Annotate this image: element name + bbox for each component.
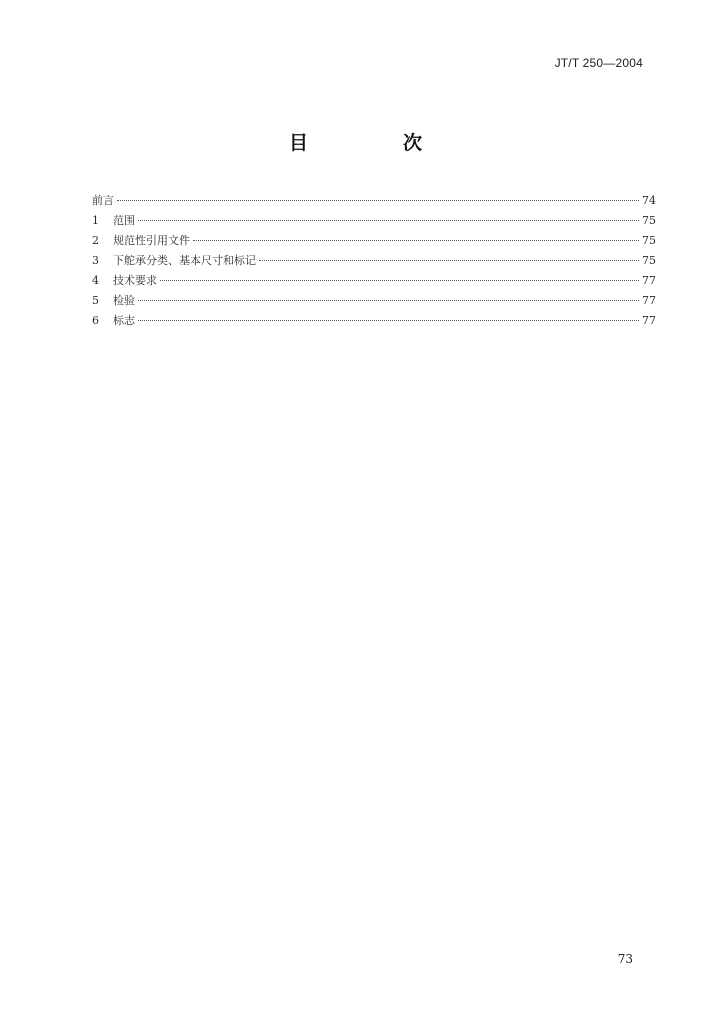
- toc-entry-page: 75: [642, 254, 656, 267]
- toc-entry-number: 1: [92, 214, 99, 227]
- toc-entry-label: 规范性引用文件: [113, 234, 190, 247]
- toc-entry-page: 75: [642, 214, 656, 227]
- toc-leader-dots: [117, 200, 639, 201]
- page-number: 73: [617, 952, 633, 966]
- toc-entry-3[interactable]: [92, 252, 656, 272]
- toc-leader-dots: [160, 280, 639, 281]
- standard-code: JT/T 250—2004: [554, 56, 643, 70]
- toc-entry-6[interactable]: [92, 312, 656, 332]
- toc-entry-number: 2: [92, 234, 99, 247]
- toc-leader-dots: [193, 240, 639, 241]
- table-of-contents: [92, 192, 656, 332]
- toc-entry-number: 4: [92, 274, 99, 287]
- toc-entry-page: 74: [642, 194, 656, 207]
- toc-entry-foreword[interactable]: [92, 192, 656, 212]
- toc-entry-page: 77: [642, 274, 656, 287]
- toc-entry-label: 技术要求: [113, 274, 157, 287]
- toc-entry-page: 75: [642, 234, 656, 247]
- toc-entry-label: 前言: [92, 194, 114, 207]
- toc-entry-number: 3: [92, 254, 99, 267]
- page-title: 目 次: [288, 132, 460, 154]
- toc-leader-dots: [259, 260, 639, 261]
- toc-entry-page: 77: [642, 314, 656, 327]
- toc-entry-label: 标志: [113, 314, 135, 327]
- toc-entry-number: 5: [92, 294, 99, 307]
- toc-entry-number: 6: [92, 314, 99, 327]
- toc-entry-label: 下舵承分类、基本尺寸和标记: [113, 254, 256, 267]
- toc-entry-label: 范围: [113, 214, 135, 227]
- toc-entry-label: 检验: [113, 294, 135, 307]
- toc-entry-2[interactable]: [92, 232, 656, 252]
- toc-leader-dots: [138, 320, 639, 321]
- toc-entry-page: 77: [642, 294, 656, 307]
- toc-leader-dots: [138, 300, 639, 301]
- toc-entry-1[interactable]: [92, 212, 656, 232]
- toc-entry-5[interactable]: [92, 292, 656, 312]
- toc-leader-dots: [138, 220, 639, 221]
- toc-entry-4[interactable]: [92, 272, 656, 292]
